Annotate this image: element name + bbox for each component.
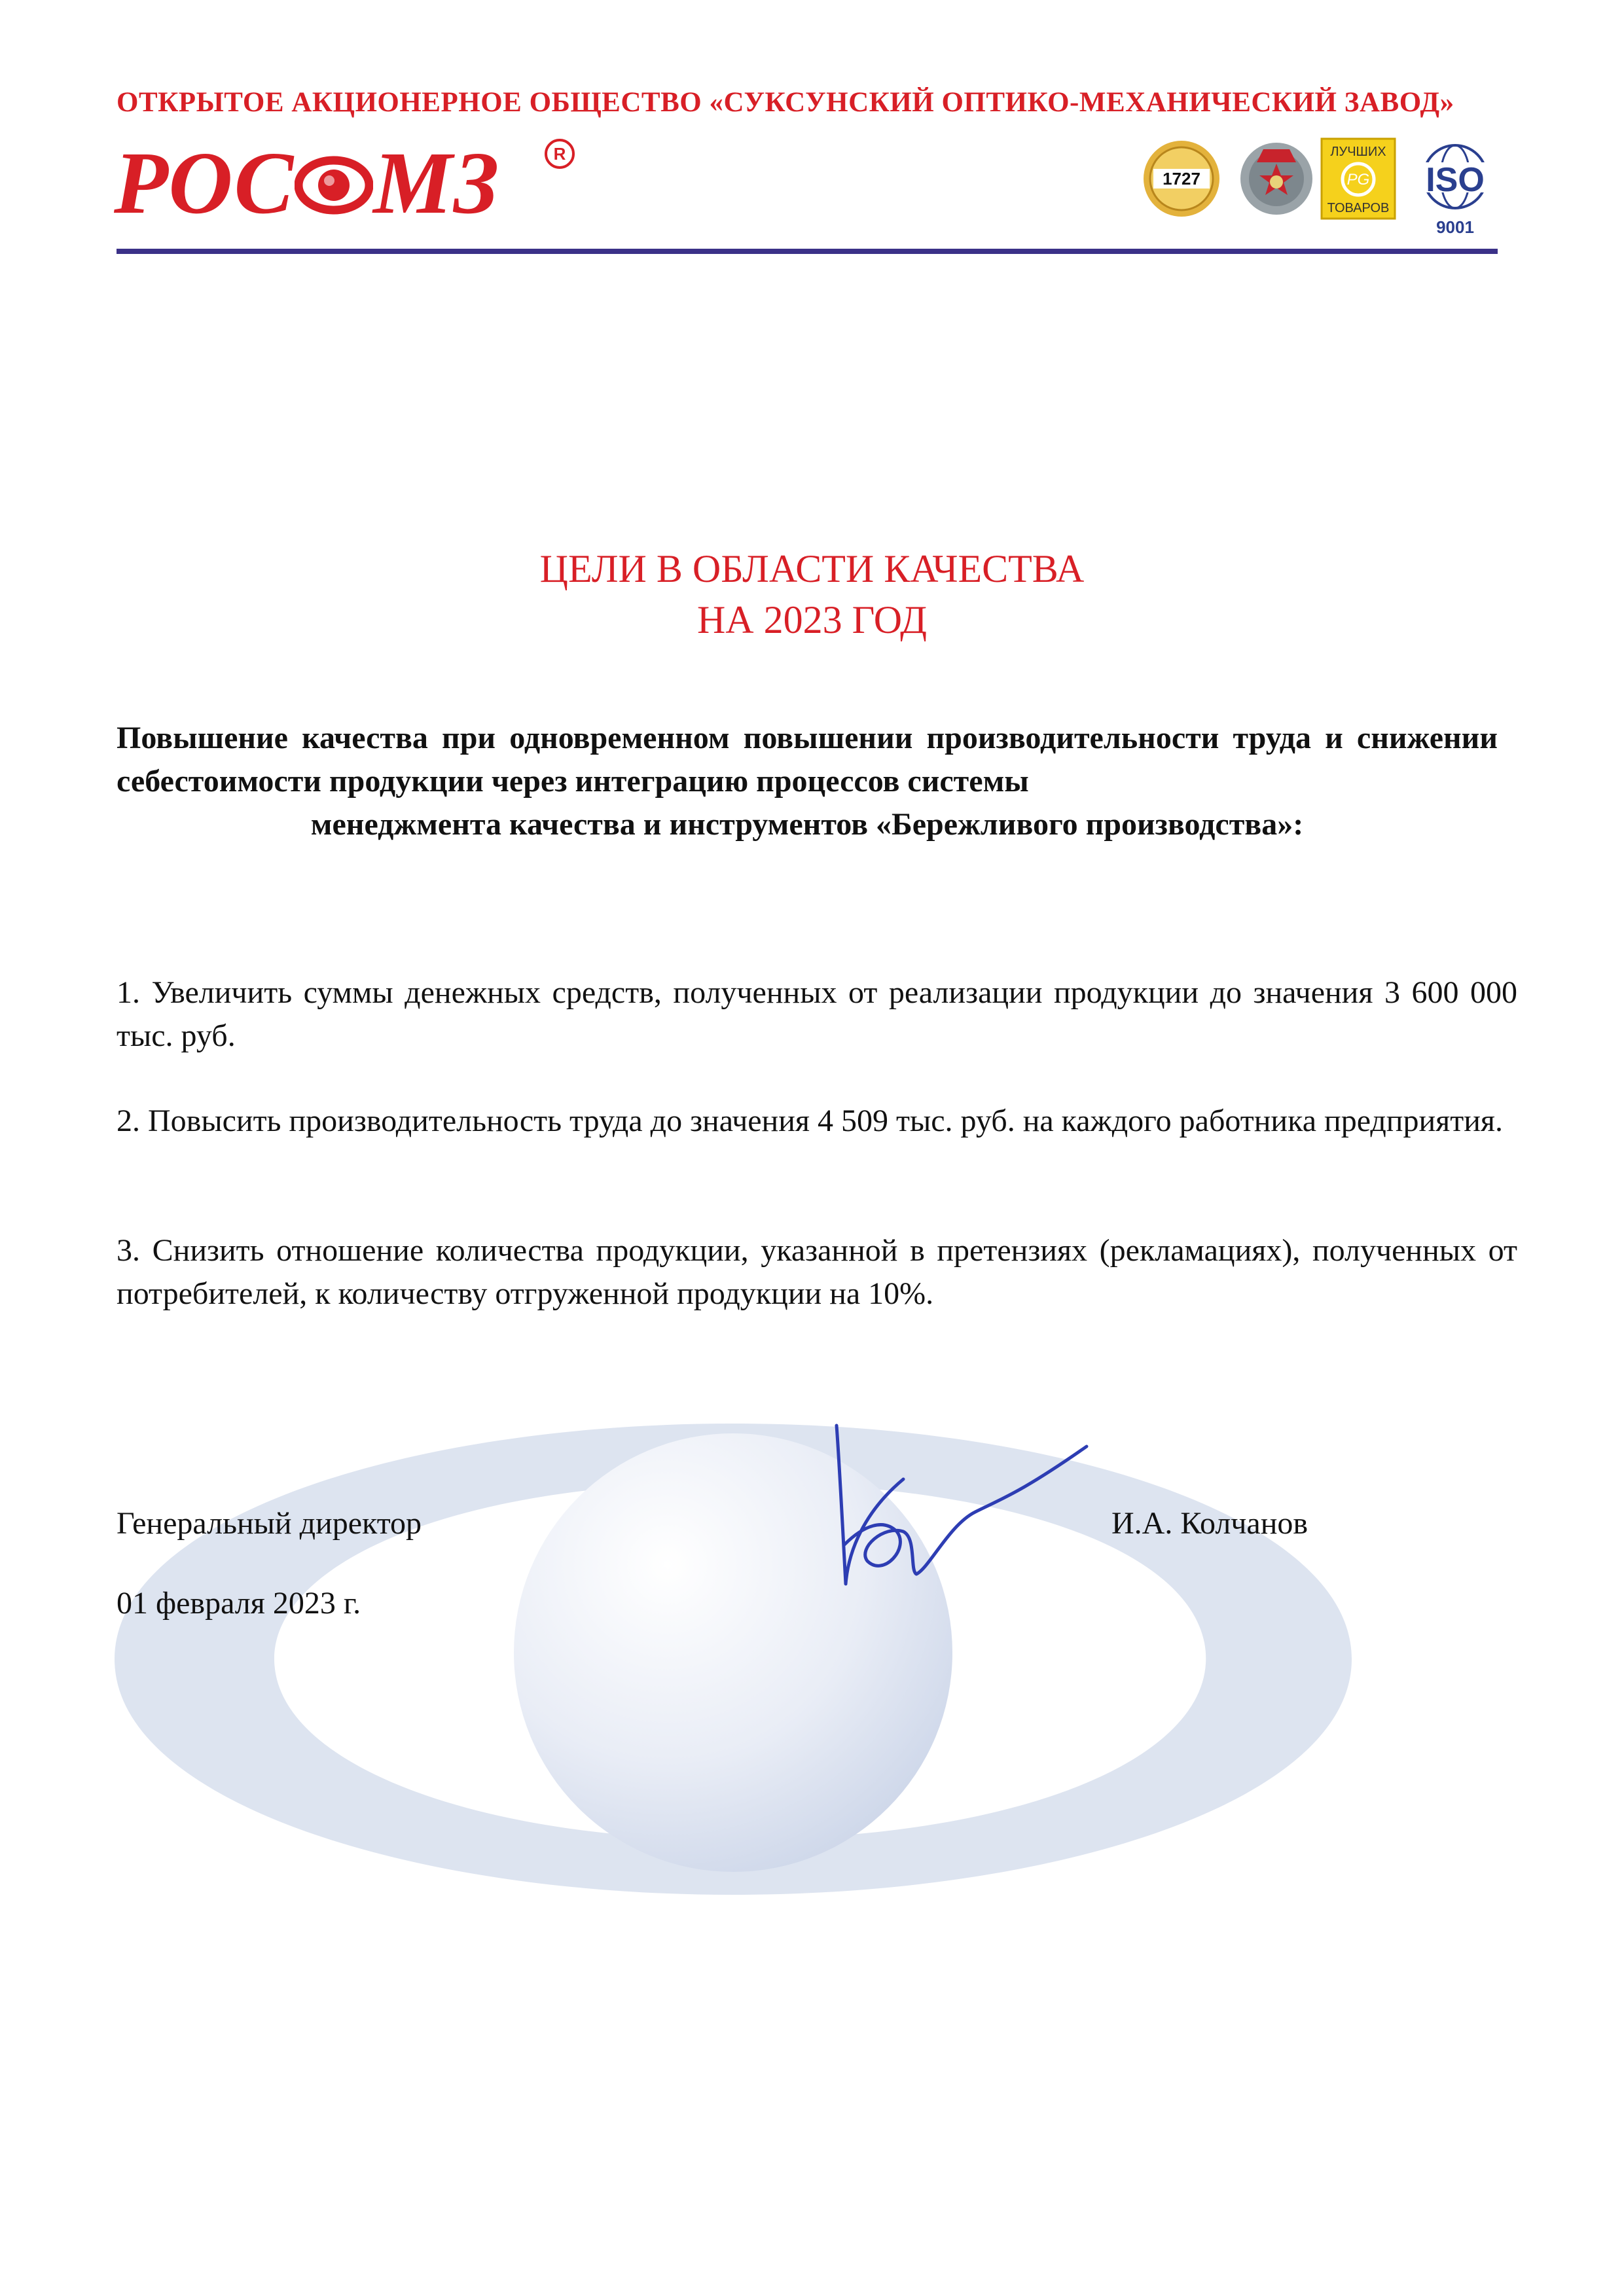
iso-badge-icon bbox=[1406, 136, 1504, 241]
document-title-line-1: ЦЕЛИ В ОБЛАСТИ КАЧЕСТВА bbox=[539, 547, 1085, 590]
logo-text-right: МЗ bbox=[373, 134, 501, 232]
best-goods-badge-bottom: ТОВАРОВ bbox=[1327, 201, 1390, 215]
iso-number-label: 9001 bbox=[1436, 217, 1474, 237]
year-medal-icon bbox=[1139, 136, 1224, 221]
year-badge-label: 1727 bbox=[1163, 169, 1200, 188]
logo-o-mark-icon bbox=[295, 152, 373, 215]
signer-name: И.А. Колчанов bbox=[1111, 1506, 1308, 1541]
order-medal-icon bbox=[1237, 136, 1316, 221]
svg-text:PG: PG bbox=[1346, 171, 1370, 188]
goal-item-3: 3. Снизить отношение количества продукции, указанной в претензиях (рекламациях), полученных от потребителей, к количеству отгруженной продукции на 10%. bbox=[117, 1233, 1517, 1311]
best-goods-badge-top: ЛУЧШИХ bbox=[1330, 145, 1386, 159]
company-full-name: ОТКРЫТОЕ АКЦИОНЕРНОЕ ОБЩЕСТВО «СУКСУНСКИЙ ОПТИКО-МЕХАНИЧЕСКИЙ ЗАВОД» bbox=[117, 87, 1454, 118]
document-title-line-2: НА 2023 ГОД bbox=[696, 598, 928, 641]
company-logo bbox=[114, 134, 501, 232]
document-date: 01 февраля 2023 г. bbox=[117, 1586, 361, 1621]
logo-text-left: РОС bbox=[114, 134, 295, 232]
handwritten-signature bbox=[805, 1420, 1093, 1604]
signer-position: Генеральный директор bbox=[117, 1506, 422, 1541]
goal-item-1: 1. Увеличить суммы денежных средств, полученных от реализации продукции до значения 3 600 000 тыс. руб. bbox=[117, 975, 1517, 1053]
document-subtitle bbox=[117, 717, 1498, 846]
background-logo-watermark bbox=[111, 1420, 1355, 1898]
subtitle-last-line: менеджмента качества и инструментов «Бережливого производства»: bbox=[310, 807, 1304, 842]
goal-item-2: 2. Повысить производительность труда до значения 4 509 тыс. руб. на каждого работника предприятия. bbox=[117, 1103, 1503, 1138]
header-divider bbox=[117, 249, 1498, 254]
iso-badge-label: ISO bbox=[1426, 161, 1485, 199]
subtitle-main: Повышение качества при одновременном повышении производительности труда и снижении себестоимости продукции через интеграцию процессов системы bbox=[117, 721, 1498, 798]
best-goods-badge-icon bbox=[1319, 136, 1398, 221]
svg-text:R: R bbox=[553, 144, 566, 164]
registered-mark-icon bbox=[543, 137, 576, 170]
